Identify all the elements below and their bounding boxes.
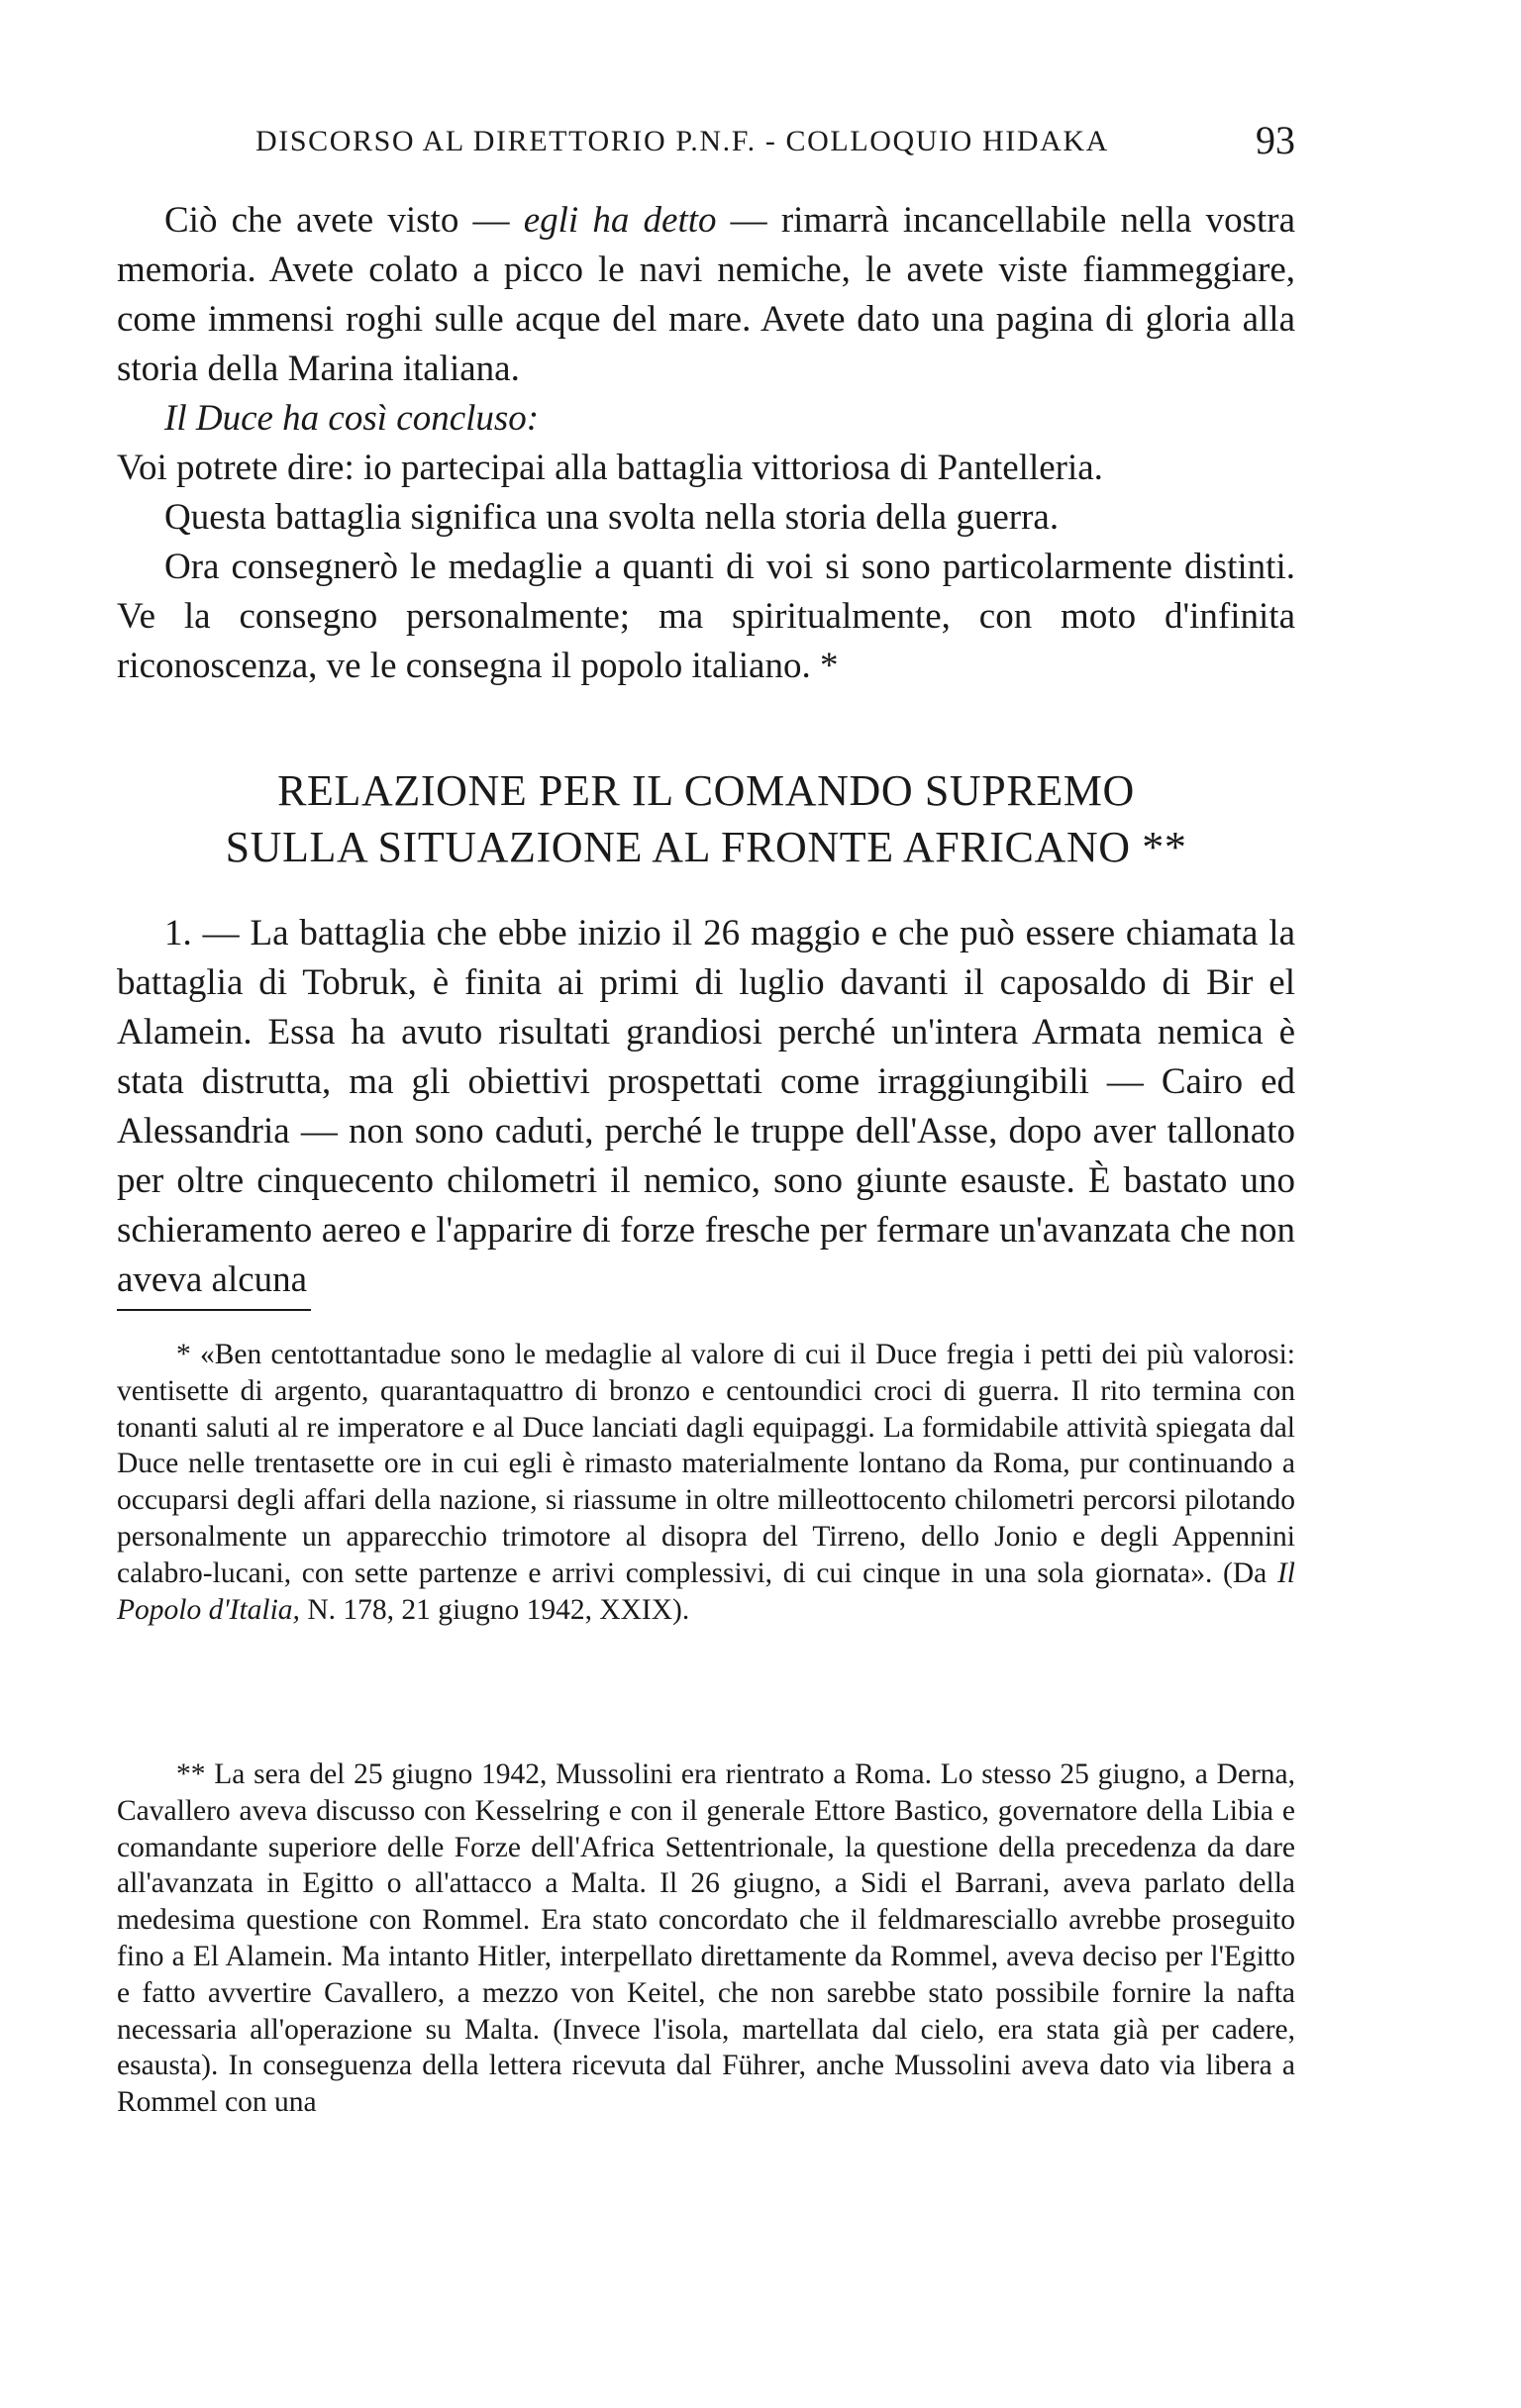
section-title <box>117 762 1295 875</box>
footnote-1-italic: Il Popolo d'Italia, <box>117 1556 1295 1626</box>
book-page <box>117 0 1295 2408</box>
footnote-1-end: N. 178, 21 giugno 1942, XXIX). <box>299 1593 690 1626</box>
footnote-divider <box>117 1309 311 1311</box>
footnote-1 <box>117 1337 1295 1628</box>
intro-paragraph-5: Ora consegnerò le medaglie a quanti di voi si sono particolarmente distinti. Ve la consegno personalmente; ma spiritualmente, con moto d'infinita riconoscenza, ve le consegna il popolo italiano. * <box>117 547 1295 686</box>
intro-paragraph-1 <box>117 196 1295 394</box>
intro-paragraph-4: Questa battaglia significa una svolta nella storia della guerra. <box>164 497 1060 538</box>
running-title: DISCORSO AL DIRETTORIO P.N.F. - COLLOQUIO HIDAKA <box>255 125 1109 157</box>
page-number: 93 <box>1256 118 1295 162</box>
section-paragraph-1: 1. — La battaglia che ebbe inizio il 26 maggio e che può essere chiamata la battaglia di Tobruk, è finita ai primi di luglio davanti il caposaldo di Bir el Alamein. Essa ha avuto risultati grandiosi perché un'intera Armata nemica è stata distrutta, ma gli obiettivi prospettati come irraggiungibili — Cairo ed Alessandria — non sono caduti, perché le truppe dell'Asse, dopo aver tallonato per oltre cinquecento chilometri il nemico, sono giunte esauste. È bastato uno schieramento aereo e l'apparire di forze fresche per fermare un'avanzata che non aveva alcuna <box>117 913 1295 1300</box>
section-title-line-2: SULLA SITUAZIONE AL FRONTE AFRICANO ** <box>225 823 1187 871</box>
intro-p1-italic: egli ha detto <box>523 200 717 241</box>
running-header <box>255 111 1295 170</box>
section-title-line-1: RELAZIONE PER IL COMANDO SUPREMO <box>277 766 1135 815</box>
intro-p1-start: Ciò che avete visto — <box>164 200 524 241</box>
intro-paragraph-3: Voi potrete dire: io partecipai alla battaglia vittoriosa di Pantelleria. <box>117 448 1103 488</box>
section-body <box>117 909 1295 1305</box>
footnote-1-start: * «Ben centottantadue sono le medaglie al valore di cui il Duce fregia i petti dei più valorosi: ventisette di argento, quarantaquattro di bronzo e centoundici croci di guerra. Il rito termina con tonanti saluti al re imperatore e al Duce lanciati dagli equipaggi. La formidabile attività spiegata dal Duce nelle trentasette ore in cui egli è rimasto materialmente lontano da Roma, pur continuando a occuparsi degli affari della nazione, si riassume in oltre milleottocento chilometri percorsi pilotando personalmente un apparecchio trimotore al disopra del Tirreno, dello Jonio e degli Appennini calabro-lucani, con sette partenze e arrivi complessivi, di cui cinque in una sola giornata». (Da <box>117 1339 1295 1589</box>
intro-p2-italic: Il Duce ha così concluso: <box>164 398 540 439</box>
intro-text <box>117 196 1295 691</box>
footnote-2: ** La sera del 25 giugno 1942, Mussolini era rientrato a Roma. Lo stesso 25 giugno, a Derna, Cavallero aveva discusso con Kesselring e con il generale Ettore Bastico, governatore della Libia e comandante superiore delle Forze dell'Africa Settentrionale, la questione della precedenza da dare all'avanzata in Egitto o all'attacco a Malta. Il 26 giugno, a Sidi el Barrani, aveva parlato della medesima questione con Rommel. Era stato concordato che il feldmaresciallo avrebbe proseguito fino a El Alamein. Ma intanto Hitler, interpellato direttamente da Rommel, aveva deciso per l'Egitto e fatto avvertire Cavallero, a mezzo von Keitel, che non sarebbe stato possibile fornire la nafta necessaria all'operazione su Malta. (Invece l'isola, martellata dal cielo, era stata già per cadere, esausta). In conseguenza della lettera ricevuta dal Führer, anche Mussolini aveva dato via libera a Rommel con una <box>117 1758 1295 2119</box>
intro-paragraph-2 <box>117 394 1295 444</box>
intro-p1-end: — rimarrà incancellabile nella vostra memoria. Avete colato a picco le navi nemiche, le avete viste fiammeggiare, come immensi roghi sulle acque del mare. Avete dato una pagina di gloria alla storia della Marina italiana. <box>117 200 1295 389</box>
